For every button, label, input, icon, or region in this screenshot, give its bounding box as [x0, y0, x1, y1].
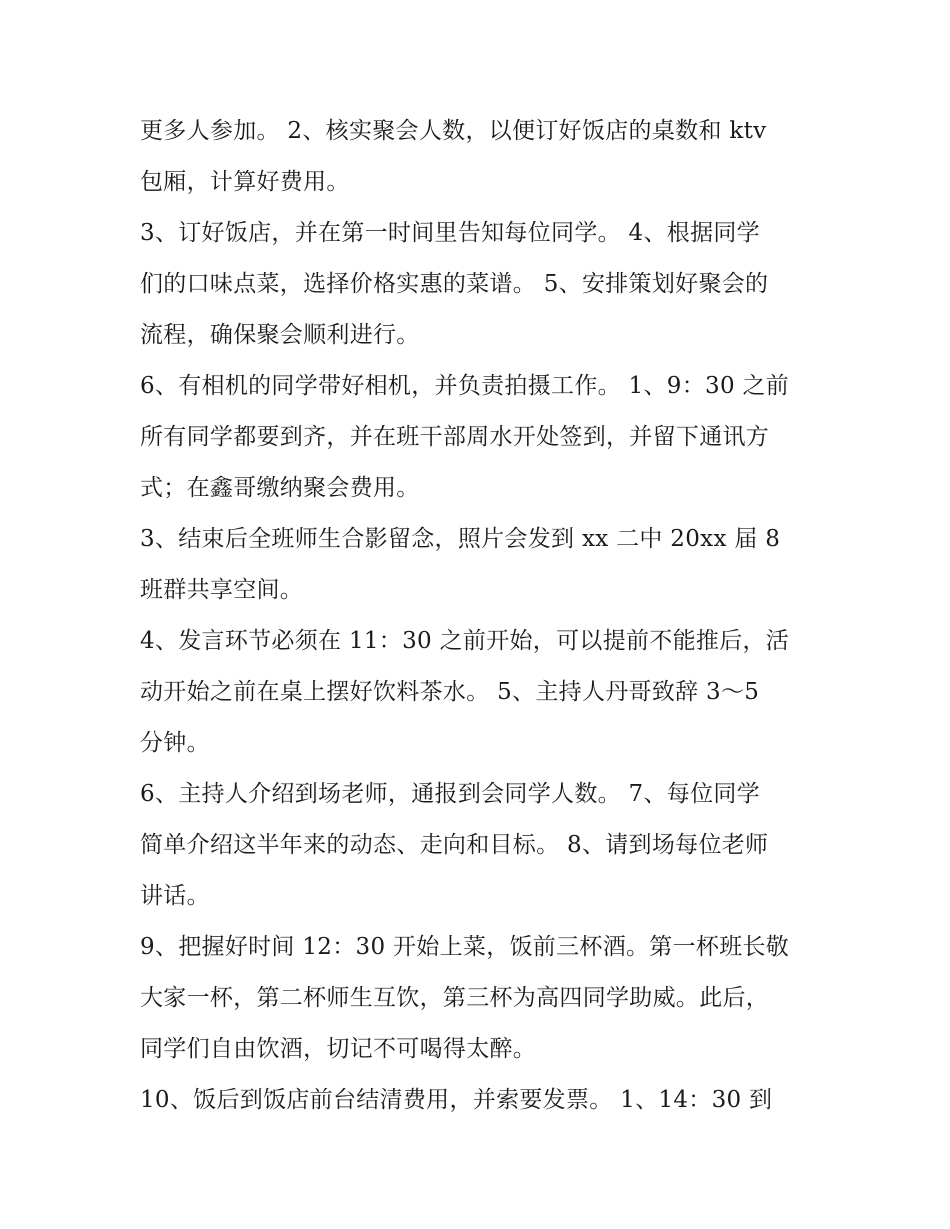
text-line: 分钟。	[140, 730, 210, 756]
text-line: 班群共享空间。	[140, 577, 304, 603]
text-line: 更多人参加。 2、核实聚会人数，以便订好饭店的桌数和 ktv	[140, 118, 767, 144]
text-line: 同学们自由饮酒，切记不可喝得太醉。	[140, 1036, 537, 1062]
text-line: 6、有相机的同学带好相机，并负责拍摄工作。 1、9：30 之前	[140, 373, 790, 399]
text-line: 大家一杯，第二杯师生互饮，第三杯为高四同学助威。此后，	[140, 985, 770, 1011]
text-line: 流程，确保聚会顺利进行。	[140, 322, 420, 348]
text-line: 简单介绍这半年来的动态、走向和目标。 8、请到场每位老师	[140, 832, 769, 858]
text-line: 式；在鑫哥缴纳聚会费用。	[140, 475, 420, 501]
text-line: 动开始之前在桌上摆好饮料茶水。 5、主持人丹哥致辞 3～5	[140, 679, 760, 705]
text-line: 3、订好饭店，并在第一时间里告知每位同学。 4、根据同学	[140, 220, 760, 246]
text-line: 9、把握好时间 12：30 开始上菜，饭前三杯酒。第一杯班长敬	[140, 934, 790, 960]
text-line: 6、主持人介绍到场老师，通报到会同学人数。 7、每位同学	[140, 781, 760, 807]
text-line: 所有同学都要到齐，并在班干部周水开处签到，并留下通讯方	[140, 424, 770, 450]
text-line: 3、结束后全班师生合影留念，照片会发到 xx 二中 20xx 届 8	[140, 526, 781, 552]
text-line: 讲话。	[140, 883, 210, 909]
text-line: 4、发言环节必须在 11：30 之前开始，可以提前不能推后，活	[140, 628, 790, 654]
text-line: 们的口味点菜，选择价格实惠的菜谱。 5、安排策划好聚会的	[140, 271, 769, 297]
text-line: 10、饭后到饭店前台结清费用，并索要发票。 1、14：30 到	[140, 1087, 773, 1113]
document-body	[140, 106, 820, 1126]
text-line: 包厢，计算好费用。	[140, 169, 350, 195]
